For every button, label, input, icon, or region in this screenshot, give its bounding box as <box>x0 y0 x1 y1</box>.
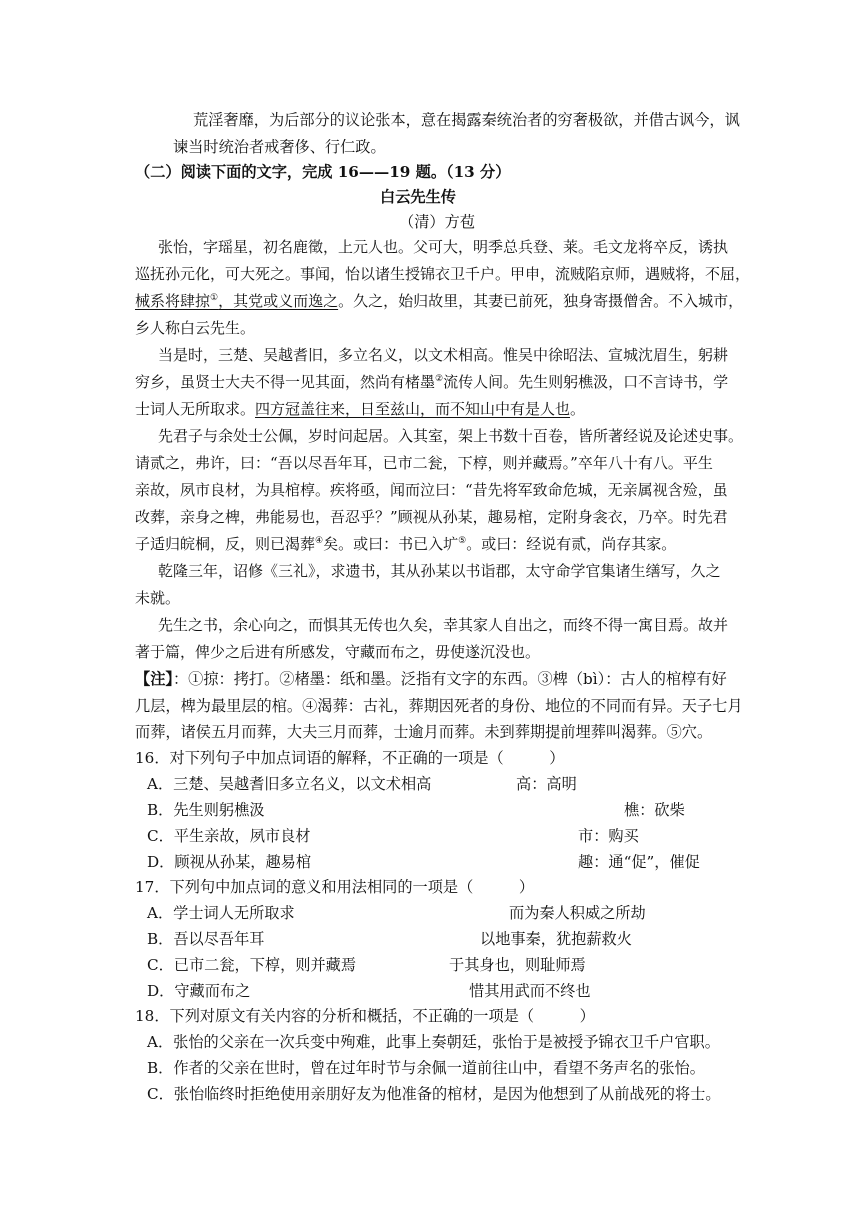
q17-option-c-compare: 于其身也，则耻师焉 <box>449 956 586 974</box>
q18-option-c: C．张怡临终时拒绝使用亲朋好友为他准备的棺材，是因为他想到了从前战死的将士。 <box>147 1085 721 1103</box>
q18-stem: 18．下列对原文有关内容的分析和概括，不正确的一项是（ ） <box>135 1007 595 1025</box>
q16-option-a-gloss: 高：高明 <box>516 775 577 793</box>
passage-p3-line-1: 先君子与余处士公佩，岁时问起居。入其室，架上书数十百卷，皆所著经说及论述史事。 <box>158 427 744 445</box>
q17-option-d-compare: 惜其用武而不终也 <box>469 982 591 1000</box>
q17-option-a: A．学士词人无所取求 <box>147 904 295 922</box>
q18-option-b: B．作者的父亲在世时，曾在过年时节与余佩一道前往山中，看望不务声名的张怡。 <box>147 1059 705 1077</box>
q17-option-d: D．守藏而布之 <box>147 982 251 1000</box>
q16-stem: 16．对下列句子中加点词语的解释，不正确的一项是（ ） <box>135 749 565 767</box>
passage-p3-line-2: 请贰之，弗许，曰：“吾以尽吾年耳，已市二瓮，下椁，则并藏焉。”卒年八十有八。平生 <box>135 454 713 472</box>
passage-p1-line-4: 乡人称白云先生。 <box>135 319 256 337</box>
q17-option-b-compare: 以地事秦，犹抱薪救火 <box>480 930 632 948</box>
passage-author: （清）方苞 <box>399 213 475 231</box>
top-paragraph-line-2: 谏当时统治者戒奢侈、行仁政。 <box>173 138 386 156</box>
q16-option-d: D．顾视从孙某，趣易棺 <box>147 853 312 871</box>
notes-label: 【注】 <box>135 670 173 688</box>
notes-line-3: 而葬，诸侯五月而葬，大夫三月而葬，士逾月而葬。未到葬期提前埋葬叫渴葬。⑤穴。 <box>135 723 713 741</box>
passage-p2-line-1: 当是时，三楚、吴越耆旧，多立名义，以文术相高。惟吴中徐昭法、宣城沈眉生，躬耕 <box>158 346 729 364</box>
passage-p1-line-1: 张怡，字瑶星，初名鹿徵，上元人也。父可大，明季总兵登、莱。毛文龙将卒反，诱执 <box>158 238 729 256</box>
underlined-sentence-2: 四方冠盖往来，日至兹山，而不知山中有是人也 <box>255 400 571 418</box>
q17-option-b: B．吾以尽吾年耳 <box>147 930 265 948</box>
passage-p2-line-2: 穷乡，虽贤士大夫不得一见其面，然尚有楮墨②流传人间。先生则躬樵汲，口不言诗书，学 <box>135 373 729 391</box>
q16-option-d-gloss: 趣：通“促”，催促 <box>578 853 700 871</box>
section-heading: （二）阅读下面的文字，完成 16——19 题。（13 分） <box>135 163 511 181</box>
passage-p2-line-3: 士词人无所取求。四方冠盖往来，日至兹山，而不知山中有是人也。 <box>135 400 586 418</box>
passage-p3-line-3: 亲故，夙市良材，为具棺椁。疾将亟，闻而泣曰：“昔先将军致命危城，无亲属视含殓，虽 <box>135 481 728 499</box>
q16-option-a: A．三楚、吴越耆旧多立名义，以文术相高 <box>147 775 432 793</box>
passage-p5-line-2: 著于篇，俾少之后进有所感发，守藏而布之，毋使遂沉没也。 <box>135 643 541 661</box>
q17-stem: 17．下列句中加点词的意义和用法相同的一项是（ ） <box>135 878 535 896</box>
q16-option-c-gloss: 市：购买 <box>578 827 639 845</box>
passage-p3-line-4: 改葬，亲身之椑，弗能易也，吾忍乎？”顾视从孙某，趣易棺，定附身衾衣，乃卒。时先君 <box>135 508 728 526</box>
q16-option-c: C．平生亲故，夙市良材 <box>147 827 311 845</box>
q16-option-b: B．先生则躬樵汲 <box>147 801 265 819</box>
passage-p3-line-5: 子适归皖桐，反，则已渴葬④矣。或曰：书已入圹⑤。或曰：经说有贰，尚存其家。 <box>135 535 677 553</box>
passage-p4-line-2: 未就。 <box>135 589 181 607</box>
notes-line-1: 【注】：①掠：拷打。②楮墨：纸和墨。泛指有文字的东西。③椑（bì）：古人的棺椁有好 <box>135 670 727 688</box>
q16-option-b-gloss: 樵：砍柴 <box>624 801 685 819</box>
passage-p4-line-1: 乾隆三年，诏修《三礼》，求遗书，其从孙某以书诣郡，太守命学官集诸生缮写，久之 <box>158 562 721 580</box>
passage-p5-line-1: 先生之书，余心向之，而惧其无传也久矣，幸其家人自出之，而终不得一寓目焉。故并 <box>158 616 729 634</box>
underlined-sentence-1: 械系将肆掠①，其党或义而逸之 <box>135 292 339 310</box>
notes-line-2: 几层，椑为最里层的棺。④渴葬：古礼，葬期因死者的身份、地位的不同而有异。天子七月 <box>135 697 743 715</box>
q17-option-c: C．已市二瓮，下椁，则并藏焉 <box>147 956 357 974</box>
passage-p1-line-2: 巡抚孙元化，可大死之。事闻，怡以诸生授锦衣卫千户。甲申，流贼陷京师，遇贼将，不屈， <box>135 265 751 283</box>
q17-option-a-compare: 而为秦人积威之所劫 <box>509 904 646 922</box>
q18-option-a: A．张怡的父亲在一次兵变中殉难，此事上奏朝廷，张怡于是被授予锦衣卫千户官职。 <box>147 1033 720 1051</box>
passage-p1-line-3: 械系将肆掠①，其党或义而逸之。久之，始归故里，其妻已前死，独身寄摄僧舍。不入城市， <box>135 292 744 310</box>
passage-title: 白云先生传 <box>380 188 456 206</box>
top-paragraph-line-1: 荒淫奢靡，为后部分的议论张本，意在揭露秦统治者的穷奢极欲，并借古讽今，讽 <box>193 111 740 129</box>
